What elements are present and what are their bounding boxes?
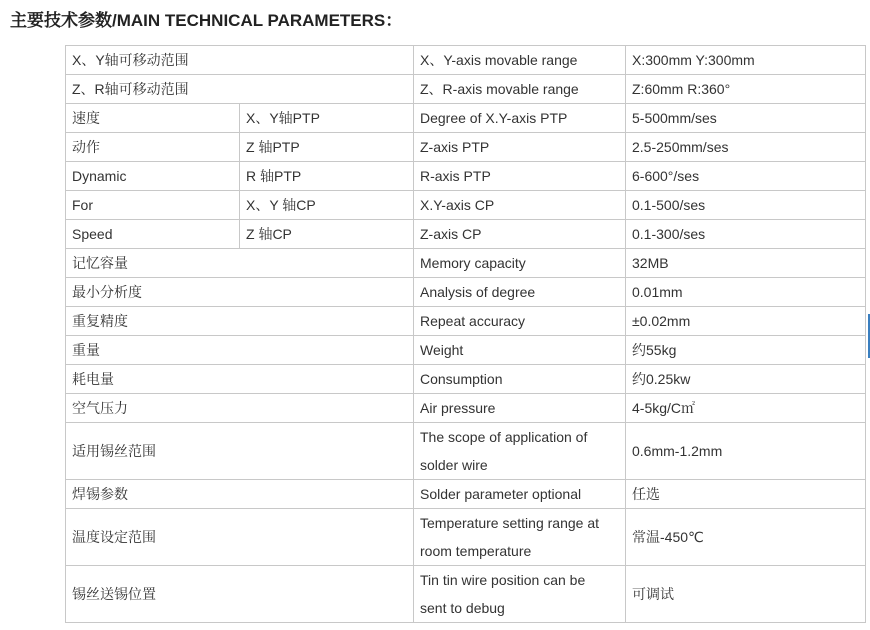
param-en-label: X.Y-axis CP — [414, 191, 626, 220]
param-value: 可调试 — [626, 566, 866, 623]
param-value: 6-600°/ses — [626, 162, 866, 191]
param-en-label: Memory capacity — [414, 249, 626, 278]
table-row — [66, 278, 866, 307]
param-axis-label: R 轴PTP — [240, 162, 414, 191]
param-en-label: Repeat accuracy — [414, 307, 626, 336]
param-cn-label: Z、R轴可移动范围 — [66, 75, 414, 104]
param-en-label-line2: room temperature — [420, 543, 532, 559]
param-en-label: Weight — [414, 336, 626, 365]
param-value: 约55kg — [626, 336, 866, 365]
param-cn-label: 焊锡参数 — [66, 480, 414, 509]
param-en-label: Consumption — [414, 365, 626, 394]
param-en-label: Z、R-axis movable range — [414, 75, 626, 104]
param-value: 约0.25kw — [626, 365, 866, 394]
table-row — [66, 365, 866, 394]
table-row — [66, 336, 866, 365]
table-row — [66, 133, 866, 162]
param-cn-label: 最小分析度 — [66, 278, 414, 307]
param-cn-label: 重复精度 — [66, 307, 414, 336]
param-value: 常温-450℃ — [626, 509, 866, 566]
param-en-label: Analysis of degree — [414, 278, 626, 307]
table-row — [66, 480, 866, 509]
param-cn-label: Dynamic — [66, 162, 240, 191]
param-value: 5-500mm/ses — [626, 104, 866, 133]
page-title: 主要技术参数/MAIN TECHNICAL PARAMETERS： — [10, 11, 403, 30]
param-value: X:300mm Y:300mm — [626, 46, 866, 75]
param-value: 0.1-300/ses — [626, 220, 866, 249]
param-en-label — [414, 509, 626, 566]
param-en-label: R-axis PTP — [414, 162, 626, 191]
param-en-label: Degree of X.Y-axis PTP — [414, 104, 626, 133]
param-en-label: Z-axis CP — [414, 220, 626, 249]
param-value: 0.01mm — [626, 278, 866, 307]
param-en-label: Z-axis PTP — [414, 133, 626, 162]
param-en-label: Air pressure — [414, 394, 626, 423]
param-cn-label: For — [66, 191, 240, 220]
table-row — [66, 191, 866, 220]
table-row — [66, 249, 866, 278]
param-cn-label: Speed — [66, 220, 240, 249]
param-axis-label: X、Y轴PTP — [240, 104, 414, 133]
param-en-label-line2: sent to debug — [420, 600, 505, 616]
param-cn-label: 锡丝送锡位置 — [66, 566, 414, 623]
table-row — [66, 46, 866, 75]
parameters-table — [65, 45, 866, 623]
param-cn-label: X、Y轴可移动范围 — [66, 46, 414, 75]
table-row — [66, 394, 866, 423]
param-value: 0.1-500/ses — [626, 191, 866, 220]
param-en-label — [414, 566, 626, 623]
param-value: ±0.02mm — [626, 307, 866, 336]
param-cn-label: 耗电量 — [66, 365, 414, 394]
param-axis-label: Z 轴PTP — [240, 133, 414, 162]
param-cn-label: 速度 — [66, 104, 240, 133]
param-value: 任选 — [626, 480, 866, 509]
param-cn-label: 重量 — [66, 336, 414, 365]
param-en-label-line1: Tin tin wire position can be — [420, 572, 586, 588]
table-row — [66, 104, 866, 133]
param-en-label-line1: The scope of application of — [420, 429, 588, 445]
table-row — [66, 423, 866, 480]
param-cn-label: 温度设定范围 — [66, 509, 414, 566]
table-row — [66, 220, 866, 249]
table-row — [66, 566, 866, 623]
param-en-label: Solder parameter optional — [414, 480, 626, 509]
param-cn-label: 空气压力 — [66, 394, 414, 423]
param-en-label — [414, 423, 626, 480]
param-en-label: X、Y-axis movable range — [414, 46, 626, 75]
table-row — [66, 509, 866, 566]
param-cn-label: 记忆容量 — [66, 249, 414, 278]
param-value: 32MB — [626, 249, 866, 278]
param-axis-label: X、Y 轴CP — [240, 191, 414, 220]
param-value: Z:60mm R:360° — [626, 75, 866, 104]
param-cn-label: 动作 — [66, 133, 240, 162]
param-value: 0.6mm-1.2mm — [626, 423, 866, 480]
table-row — [66, 75, 866, 104]
param-value: 4-5kg/C㎡ — [626, 394, 866, 423]
table-row — [66, 162, 866, 191]
param-en-label-line1: Temperature setting range at — [420, 515, 599, 531]
param-axis-label: Z 轴CP — [240, 220, 414, 249]
param-cn-label: 适用锡丝范围 — [66, 423, 414, 480]
table-row — [66, 307, 866, 336]
param-value: 2.5-250mm/ses — [626, 133, 866, 162]
param-en-label-line2: solder wire — [420, 457, 488, 473]
